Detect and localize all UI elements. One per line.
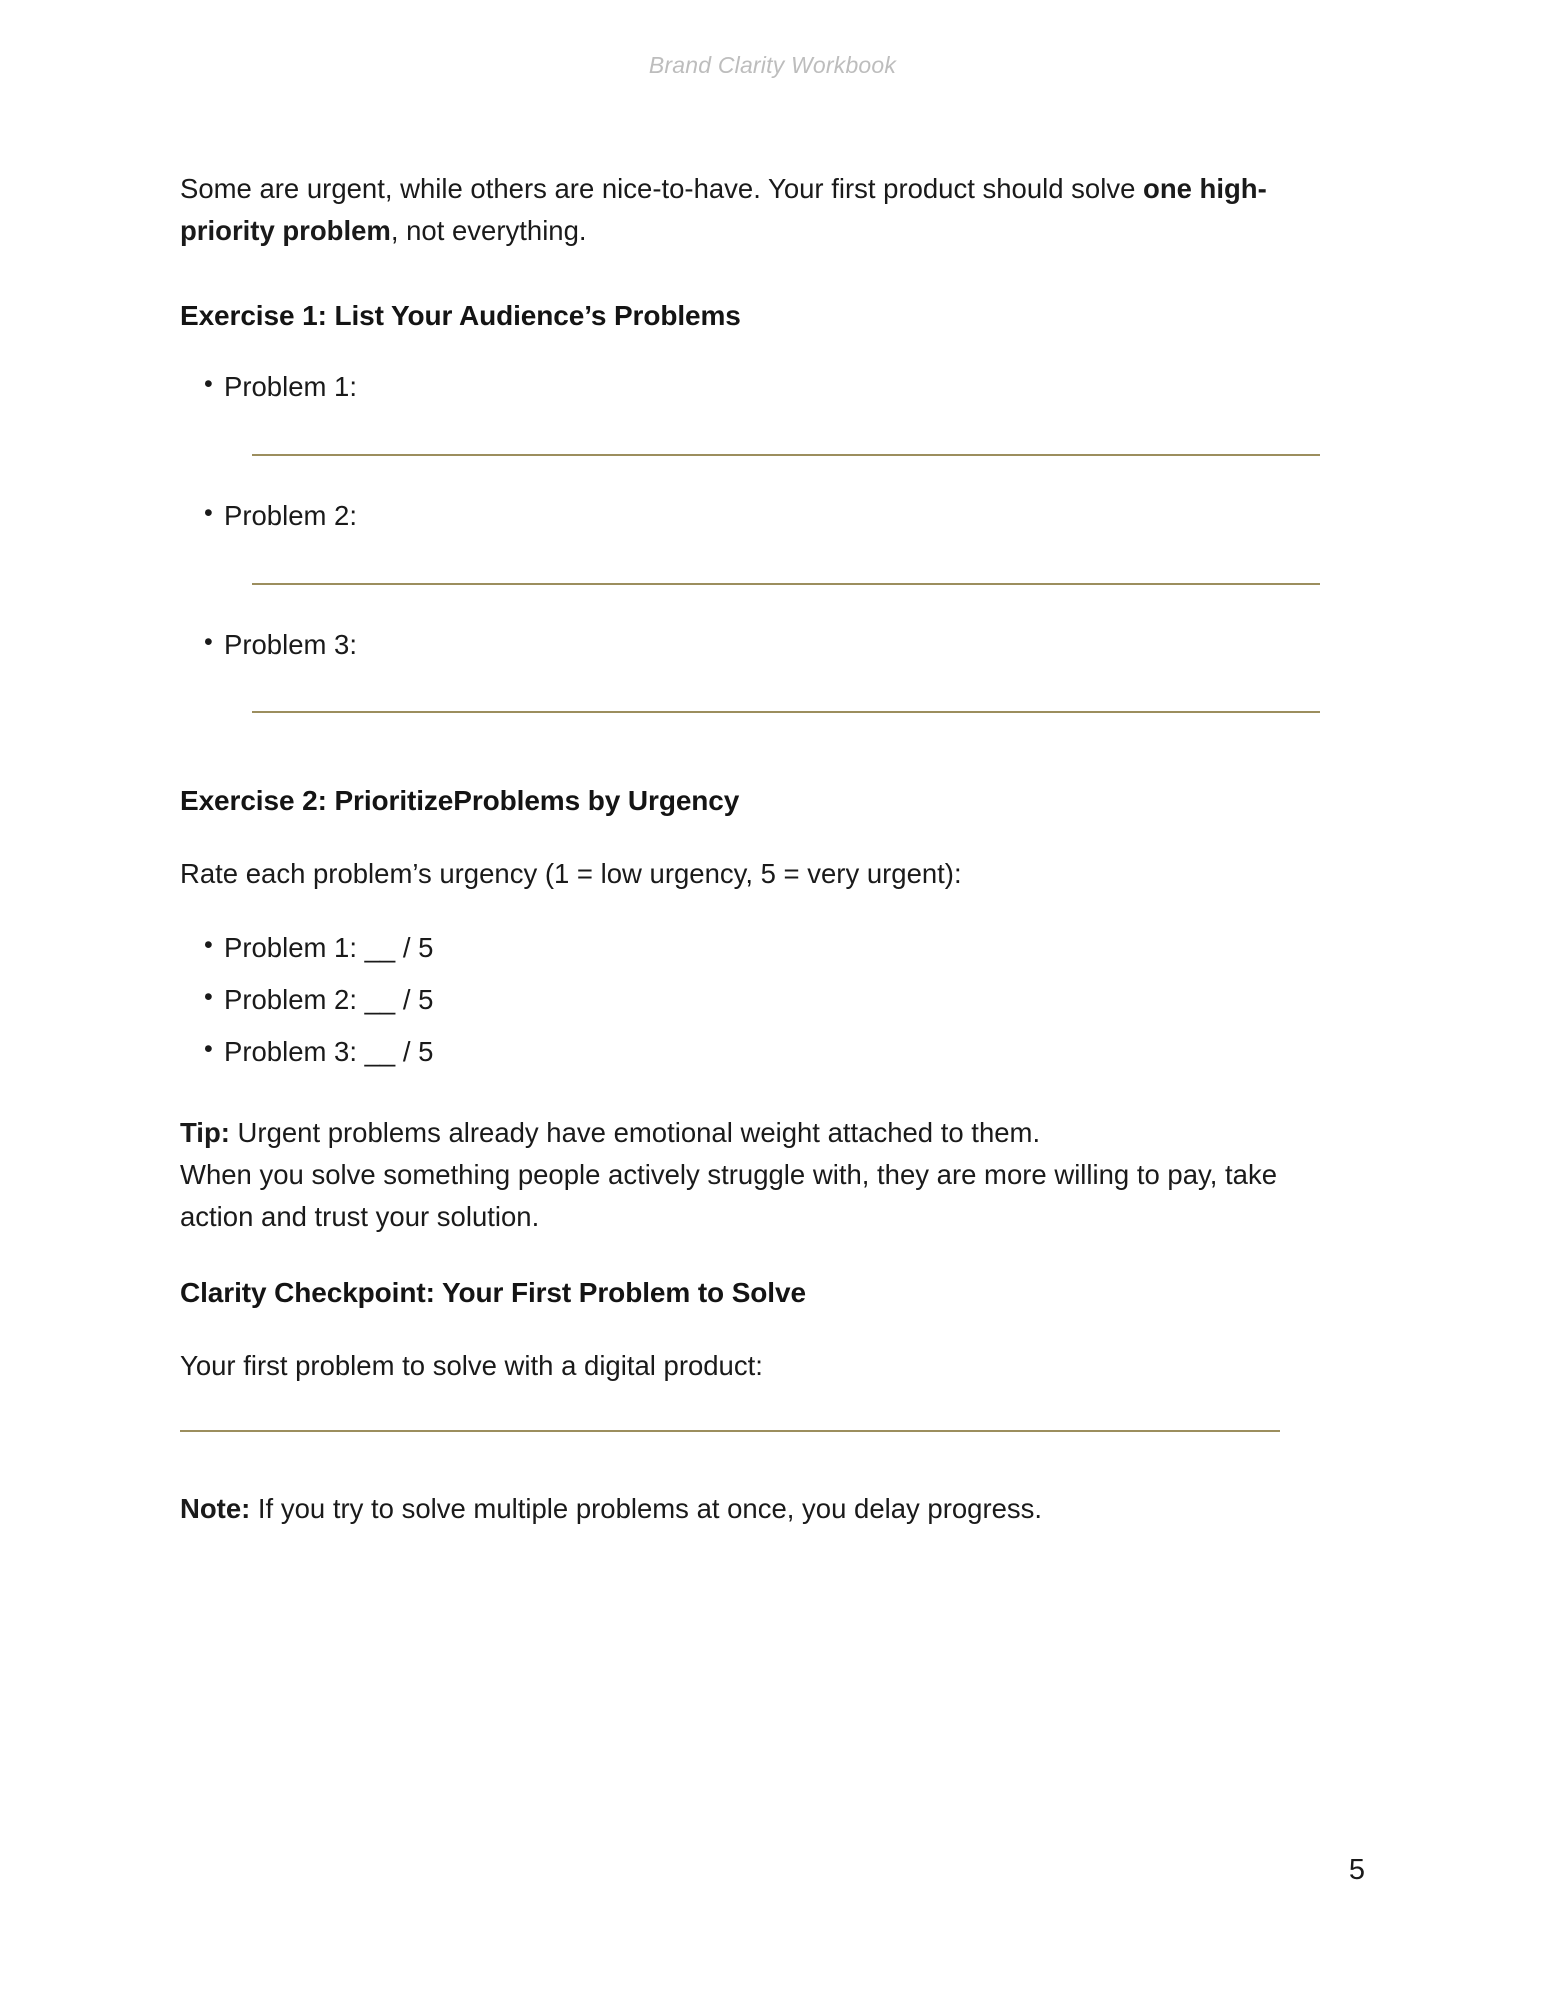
- running-header-title: Brand Clarity Workbook: [648, 52, 897, 78]
- exercise-2-rating-list: [180, 928, 1320, 1072]
- exercise-1-list: [180, 367, 1320, 407]
- problem-2-label: Problem 2:: [224, 499, 357, 531]
- tip-paragraph: [180, 1112, 1320, 1154]
- list-item: [180, 1032, 1320, 1072]
- intro-text-lead: Some are urgent, while others are nice-to-have. Your first product should solve: [180, 173, 1144, 204]
- intro-bold-phrase: one high-priority problem: [180, 173, 1267, 246]
- page-content: [180, 168, 1320, 1530]
- rating-problem-1: Problem 1: __ / 5: [224, 932, 434, 964]
- clarity-checkpoint-heading: Clarity Checkpoint: Your First Problem to Solve: [180, 1277, 806, 1309]
- clarity-checkpoint-lead: Your first problem to solve with a digital product:: [180, 1349, 763, 1381]
- tip-followup-paragraph: When you solve something people actively struggle with, they are more willing to pay, take action and trust your solution.: [180, 1158, 1277, 1232]
- exercise-1-list-2: [180, 496, 1320, 536]
- note-paragraph: [180, 1488, 1320, 1530]
- page-number: 5: [1348, 1854, 1365, 1886]
- tip-label: Tip:: [180, 1117, 230, 1149]
- list-item: [180, 980, 1320, 1020]
- list-item: [180, 367, 1320, 407]
- list-item: [180, 496, 1320, 536]
- intro-text-tail: , not everything.: [390, 214, 587, 246]
- list-item: [180, 625, 1320, 665]
- exercise-1-heading: Exercise 1: List Your Audience’s Problems: [180, 299, 741, 331]
- problem-1-label: Problem 1:: [224, 370, 357, 402]
- note-text: If you try to solve multiple problems at once, you delay progress.: [250, 1493, 1043, 1525]
- rating-problem-2: Problem 2: __ / 5: [224, 984, 434, 1016]
- exercise-1-list-3: [180, 625, 1320, 665]
- rating-problem-3: Problem 3: __ / 5: [224, 1036, 434, 1068]
- note-label: Note:: [180, 1493, 251, 1525]
- tip-text: Urgent problems already have emotional weight attached to them.: [229, 1117, 1041, 1149]
- problem-3-label: Problem 3:: [224, 628, 357, 660]
- intro-paragraph: [180, 168, 1320, 252]
- exercise-2-lead-text: Rate each problem’s urgency (1 = low urgency, 5 = very urgent):: [180, 857, 962, 889]
- list-item: [180, 928, 1320, 968]
- exercise-2-heading: Exercise 2: PrioritizeProblems by Urgency: [180, 785, 740, 817]
